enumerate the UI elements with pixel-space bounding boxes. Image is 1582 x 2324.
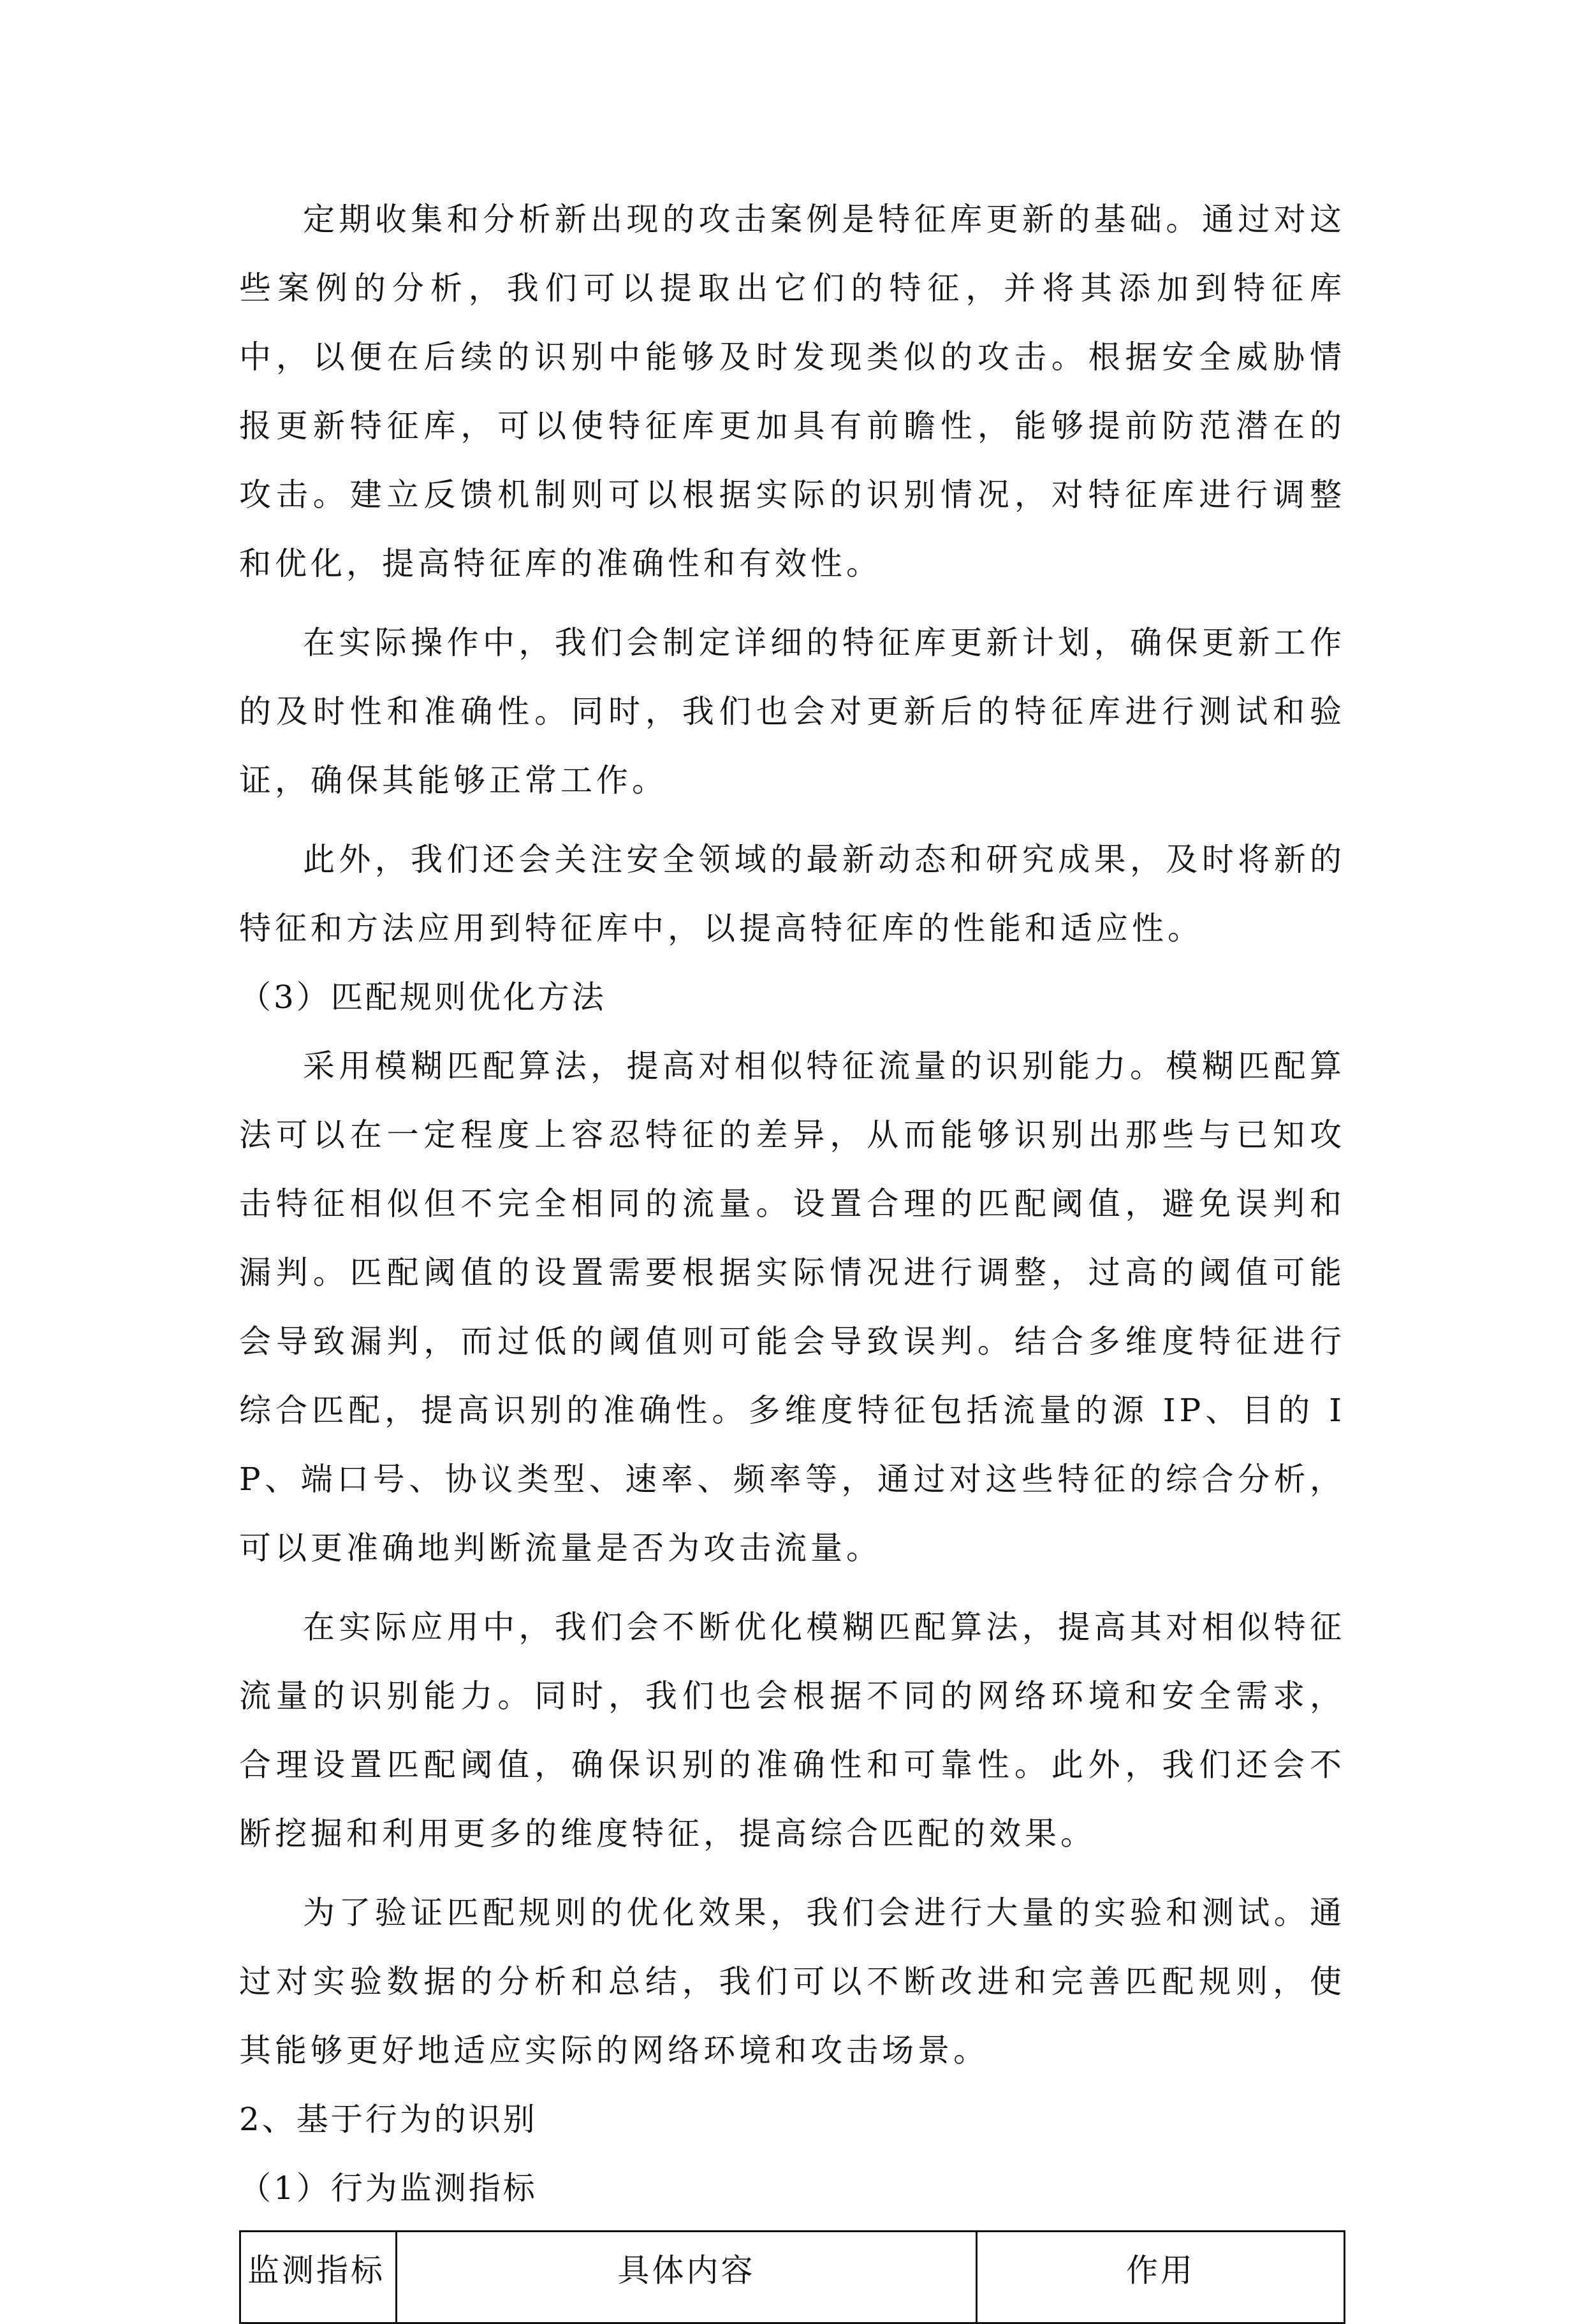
paragraph-feature-update-basis: 定期收集和分析新出现的攻击案例是特征库更新的基础。通过对这些案例的分析，我们可以提取出它们的特征，并将其添加到特征库中，以便在后续的识别中能够及时发现类似的攻击。根据安全威胁情报更新特征库，可以使特征库更加具有前瞻性，能够提前防范潜在的攻击。建立反馈机制则可以根据实际的识别情况，对特征库进行调整和优化，提高特征库的准确性和有效性。 [239, 201, 1345, 582]
paragraph-research-tracking: 此外，我们还会关注安全领域的最新动态和研究成果，及时将新的特征和方法应用到特征库中，以提高特征库的性能和适应性。 [239, 841, 1345, 947]
paragraph-validation: 为了验证匹配规则的优化效果，我们会进行大量的实验和测试。通过对实验数据的分析和总结，我们可以不断改进和完善匹配规则，使其能够更好地适应实际的网络环境和攻击场景。 [239, 1894, 1345, 2069]
section-heading-behavior-recognition: 2、基于行为的识别 [239, 2101, 538, 2138]
table-header-purpose: 作用 [977, 2232, 1345, 2323]
paragraph-practical-application: 在实际应用中，我们会不断优化模糊匹配算法，提高其对相似特征流量的识别能力。同时，我们也会根据不同的网络环境和安全需求，合理设置匹配阈值，确保识别的准确性和可靠性。此外，我们还会不断挖掘和利用更多的维度特征，提高综合匹配的效果。 [239, 1609, 1345, 1852]
paragraph-fuzzy-matching: 采用模糊匹配算法，提高对相似特征流量的识别能力。模糊匹配算法可以在一定程度上容忍特征的差异，从而能够识别出那些与已知攻击特征相似但不完全相同的流量。设置合理的匹配阈值，避免误判和漏判。匹配阈值的设置需要根据实际情况进行调整，过高的阈值可能会导致漏判，而过低的阈值则可能会导致误判。结合多维度特征进行综合匹配，提高识别的准确性。多维度特征包括流量的源 IP、目的 IP、端口号、协议类型、速率、频率等，通过对这些特征的综合分析，可以更准确地判断流量是否为攻击流量。 [239, 1048, 1345, 1567]
behavior-metrics-table [239, 2230, 1345, 2324]
table-header-row [240, 2232, 1345, 2323]
table-header-metric: 监测指标 [240, 2232, 397, 2323]
table-header-content: 具体内容 [396, 2232, 976, 2323]
subsection-heading-behavior-metrics: （1）行为监测指标 [239, 2170, 538, 2207]
document-page [239, 185, 1345, 2324]
section-heading-matching-rules: （3）匹配规则优化方法 [239, 979, 606, 1016]
paragraph-update-plan: 在实际操作中，我们会制定详细的特征库更新计划，确保更新工作的及时性和准确性。同时，我们也会对更新后的特征库进行测试和验证，确保其能够正常工作。 [239, 624, 1345, 799]
